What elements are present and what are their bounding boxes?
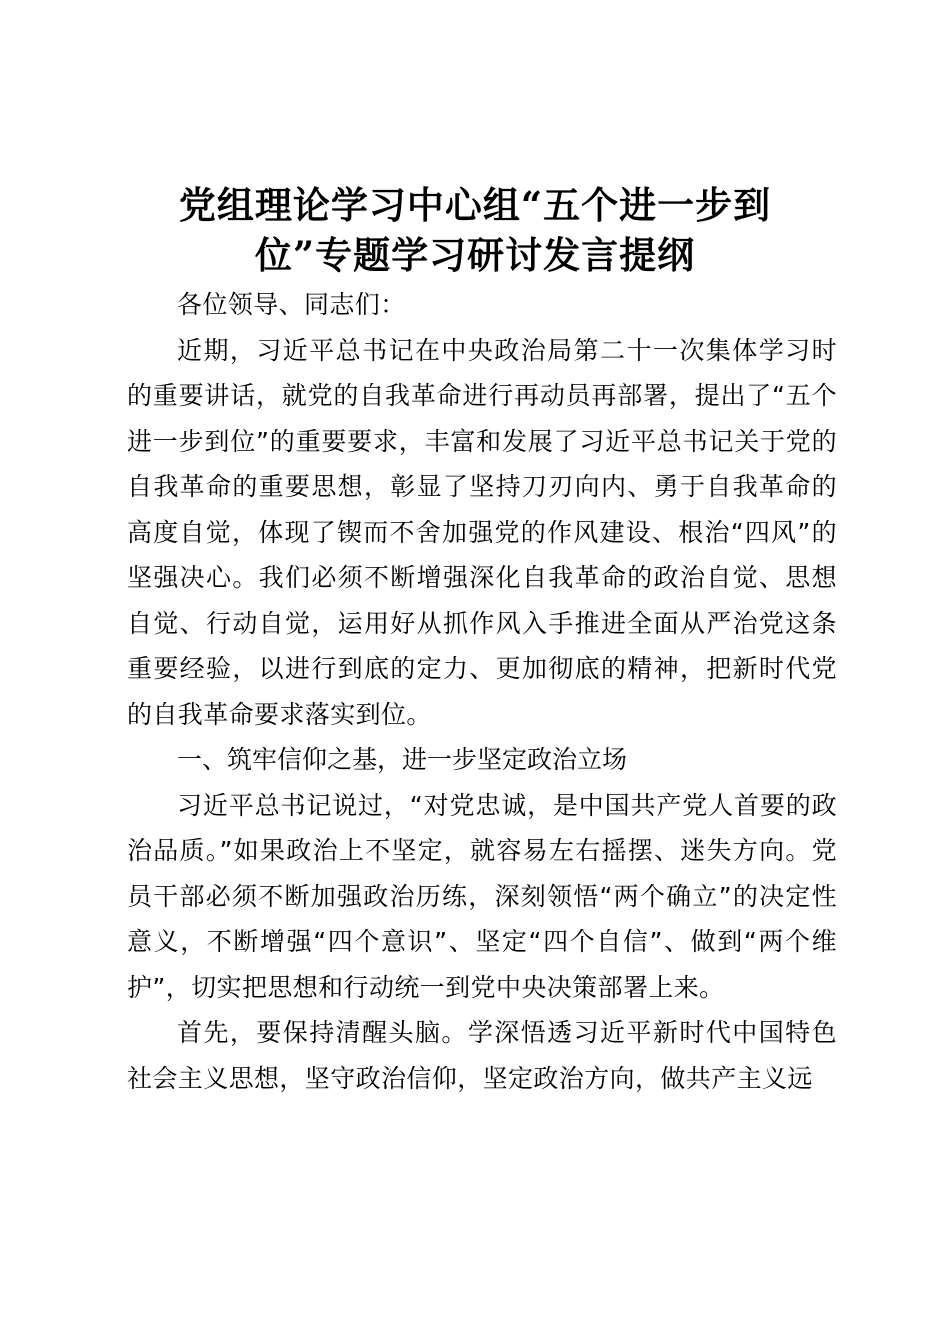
title-line-2: 位”专题学习研讨发言提纲	[254, 233, 696, 277]
intro-paragraph: 近期，习近平总书记在中央政治局第二十一次集体学习时的重要讲话，就党的自我革命进行再动员再部署，提出了“五个进一步到位”的重要要求，丰富和发展了习近平总书记关于党的自我革命的重要思想，彰显了坚持刀刃向内、勇于自我革命的高度自觉，体现了锲而不舍加强党的作风建设、根治“四风”的坚强决心。我们必须不断增强深化自我革命的政治自觉、思想自觉、行动自觉，运用好从抓作风入手推进全面从严治党这条重要经验，以进行到底的定力、更加彻底的精神，把新时代党的自我革命要求落实到位。	[127, 335, 837, 729]
section-paragraph: 习近平总书记说过，“对党忠诚，是中国共产党人首要的政治品质。”如果政治上不坚定，就容易左右摇摆、迷失方向。党员干部必须不断加强政治历练，深刻领悟“两个确立”的决定性意义，不断增强“四个意识”、坚定“四个自信”、做到“两个维护”，切实把思想和行动统一到党中央决策部署上来。	[127, 790, 837, 1002]
salutation: 各位领导、同志们：	[177, 290, 406, 319]
document-body	[127, 282, 837, 1101]
section-heading: 一、筑牢信仰之基，进一步坚定政治立场	[177, 745, 628, 774]
section-paragraph: 首先，要保持清醒头脑。学深悟透习近平新时代中国特色社会主义思想，坚守政治信仰，坚定政治方向，做共产主义远	[127, 1018, 837, 1093]
title-line-1: 党组理论学习中心组“五个进一步到	[178, 183, 772, 227]
document-title	[100, 180, 850, 280]
